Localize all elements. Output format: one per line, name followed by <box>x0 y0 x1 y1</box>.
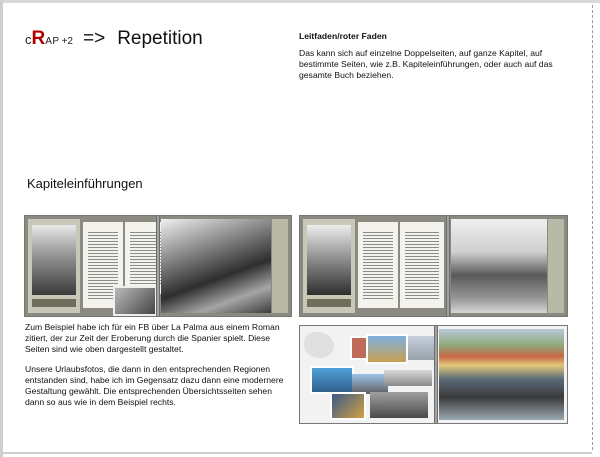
map-outline <box>304 332 334 358</box>
crap-letter-c: c <box>25 32 32 47</box>
right-panel-heading: Leitfaden/roter Faden <box>299 31 387 41</box>
crap-letters-ap: AP <box>45 36 60 47</box>
crap-letter-r: R <box>31 28 46 49</box>
photo-thumb-4 <box>310 366 354 394</box>
title-text: Repetition <box>117 28 203 49</box>
book-spread-top-right <box>299 215 568 317</box>
harbor-village-photo <box>439 329 564 420</box>
section-heading: Kapiteleinführungen <box>27 176 143 191</box>
photo-thumb-7 <box>330 392 366 420</box>
title-arrow: => <box>82 28 106 49</box>
photo-thumb-2 <box>366 334 408 364</box>
page-right-dashed-border <box>592 5 593 450</box>
photo-thumb-3 <box>408 336 434 360</box>
page-label-strip <box>307 299 351 307</box>
old-photo-small <box>113 286 157 316</box>
book-spine <box>434 326 438 423</box>
side-panel <box>272 219 288 313</box>
slide-title <box>25 28 203 50</box>
text-page-right <box>400 222 444 308</box>
right-panel-text: Das kann sich auf einzelne Doppelseiten, auf ganze Kapitel, auf bestimmte Seiten, wie z.B. Kapiteleinführungen, oder auch auf das gesamte Buch beziehen. <box>299 48 553 80</box>
chapter-card-page <box>28 219 80 313</box>
page-top-border <box>0 0 600 3</box>
body-paragraph-2: Unsere Urlaubsfotos, die dann in den entsprechenden Regionen entstanden sind, habe ich im Gegensatz dazu dann eine modernere Gestaltung gewählt. Die entsprechenden Übersichtsseiten sehen dann so aus wie in dem Beispiel rechts. <box>25 364 284 407</box>
page-bottom-border <box>0 452 592 454</box>
rocky-gorge-photo <box>161 219 271 313</box>
photo-thumb-8 <box>370 392 428 418</box>
photo-thumb-5 <box>352 374 388 394</box>
crap-plus-two: +2 <box>61 36 73 47</box>
page-left-border <box>0 0 3 457</box>
misty-forest-photo <box>32 225 76 295</box>
side-panel <box>548 219 564 313</box>
photo-thumb-6 <box>384 370 432 386</box>
book-spine <box>446 216 450 316</box>
color-book-spread <box>299 325 568 424</box>
chapter-card-page <box>303 219 355 313</box>
coastal-cliff-photo <box>451 219 547 313</box>
crap-logo <box>25 28 73 49</box>
page-label-strip <box>32 299 76 307</box>
traveler-figure-photo <box>307 225 351 295</box>
book-spread-top-left <box>24 215 292 317</box>
book-spine <box>156 216 160 316</box>
body-paragraph-1: Zum Beispiel habe ich für ein FB über La Palma aus einem Roman zitiert, der zur Zeit der Eroberung durch die Spanier spielt. Diese Seiten sind wie oben dargestellt gestaltet. <box>25 322 280 354</box>
text-page-left <box>358 222 398 308</box>
